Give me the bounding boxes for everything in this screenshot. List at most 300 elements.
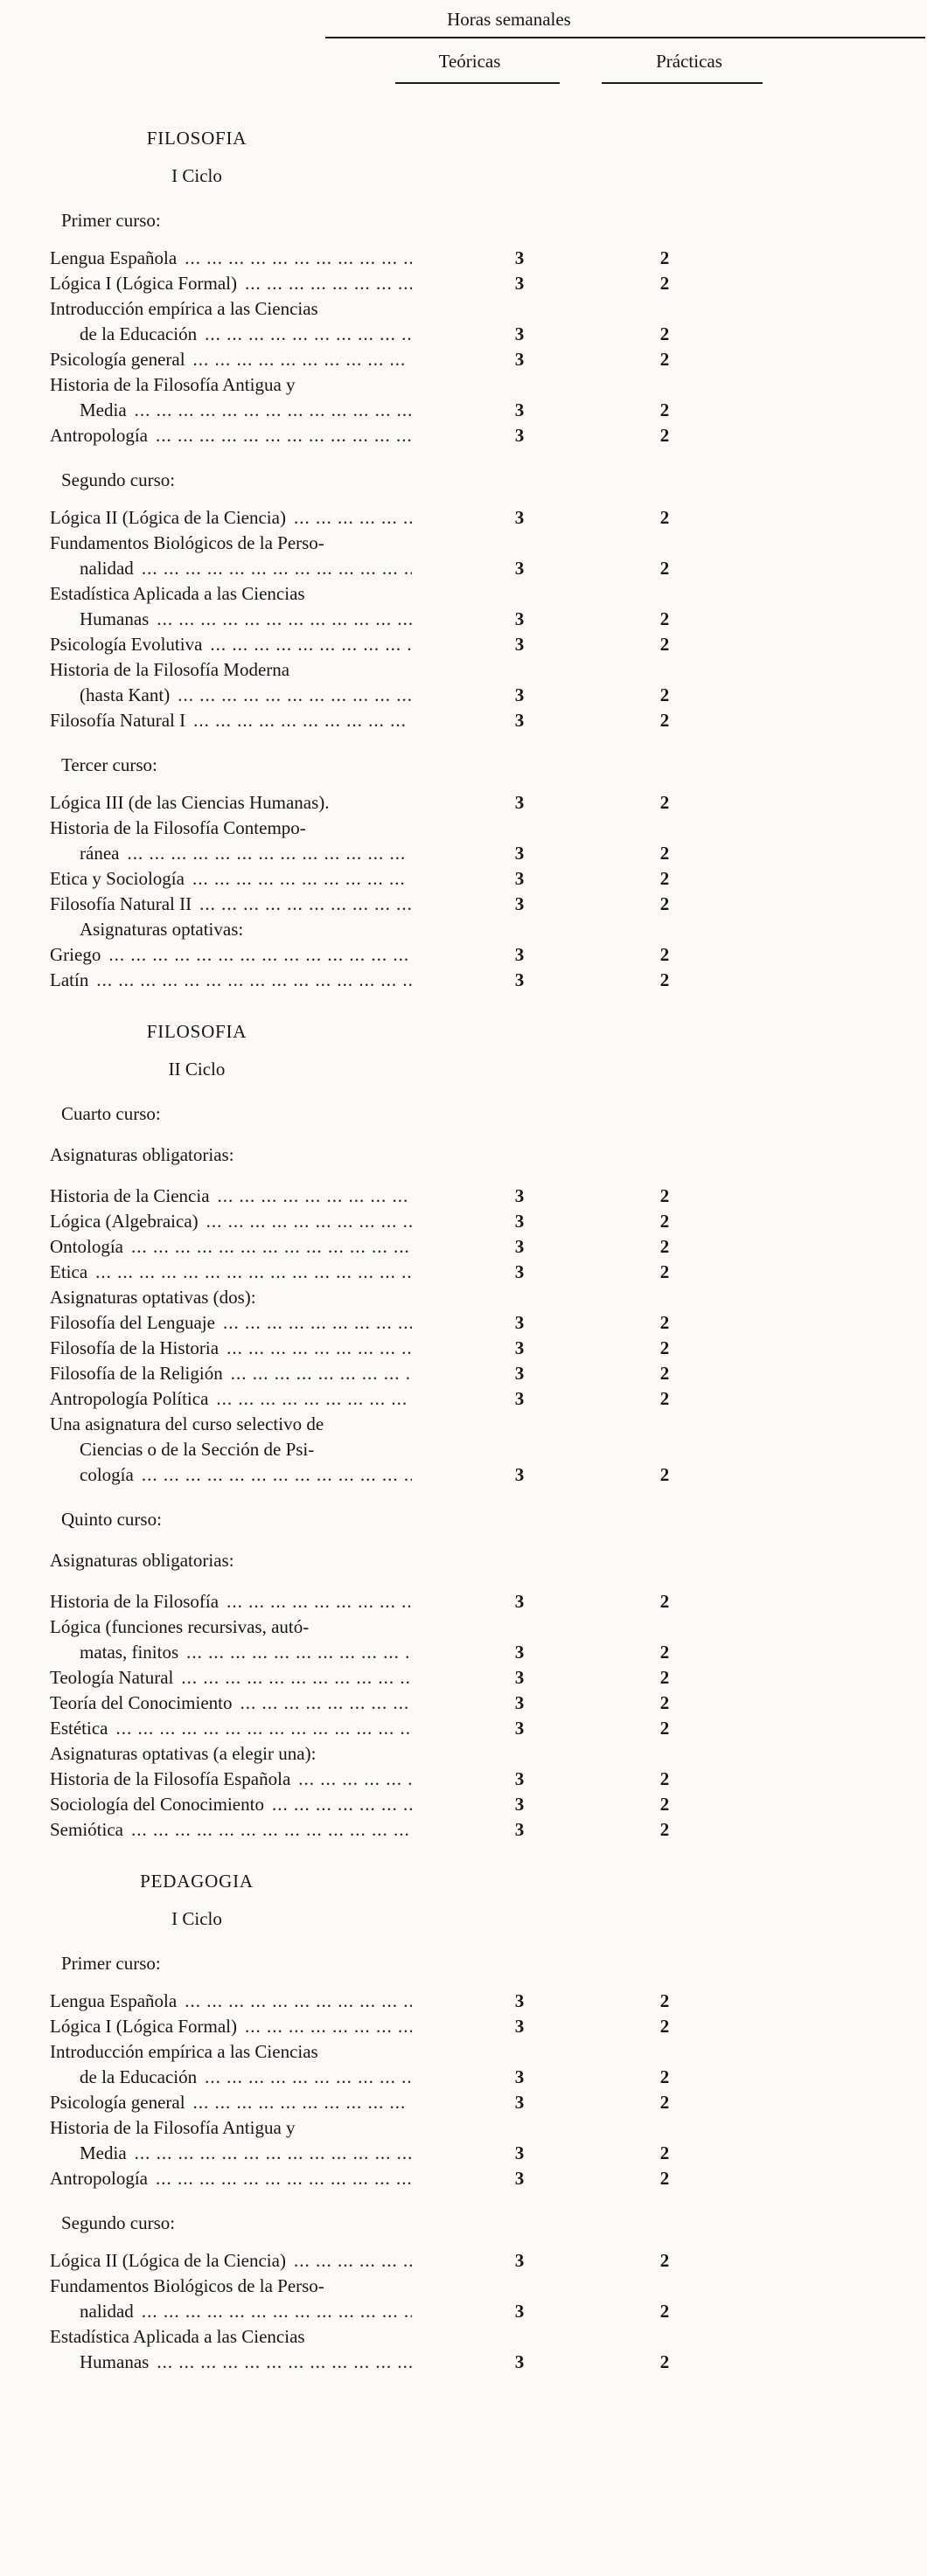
curriculum-row xyxy=(50,296,927,347)
practicas-value: 2 xyxy=(659,1692,670,1713)
label-line xyxy=(50,790,412,816)
curriculum-row xyxy=(50,1386,927,1412)
label-text: Filosofía Natural I xyxy=(50,710,186,731)
teoricas-value: 3 xyxy=(514,2066,525,2087)
label-text: Filosofía Natural II xyxy=(50,893,192,914)
teoricas-value: 3 xyxy=(514,507,525,528)
row-label xyxy=(50,1412,412,1488)
label-line: Fundamentos Biológicos de la Perso- xyxy=(50,532,324,553)
label-line xyxy=(50,841,412,866)
course-heading: Segundo curso: xyxy=(61,469,176,490)
dot-leader xyxy=(294,505,412,531)
label-text: Teoría del Conocimiento xyxy=(50,1692,233,1713)
dot-leader xyxy=(192,866,412,892)
teoricas-value: 3 xyxy=(514,843,525,864)
practicas-value: 2 xyxy=(659,1464,670,1485)
row-label xyxy=(50,1361,412,1386)
section xyxy=(50,1869,927,2375)
practicas-value: 2 xyxy=(659,868,670,889)
label-line: Historia de la Filosofía Antigua y xyxy=(50,374,296,395)
row-label xyxy=(50,2090,412,2115)
label-line xyxy=(50,556,412,581)
section-subtitle: I Ciclo xyxy=(171,1908,222,1929)
practicas-value: 2 xyxy=(659,1667,670,1688)
curriculum-row xyxy=(50,1665,927,1691)
curriculum-row xyxy=(50,1234,927,1260)
label-text: (hasta Kant) xyxy=(80,684,171,705)
row-label xyxy=(50,790,412,816)
label-line: Historia de la Filosofía Moderna xyxy=(50,659,290,680)
label-text: Antropología Política xyxy=(50,1388,209,1409)
dot-leader xyxy=(199,892,412,917)
label-line: Introducción empírica a las Ciencias xyxy=(50,298,318,319)
teoricas-value: 3 xyxy=(514,2351,525,2372)
label-text: Sociología del Conocimiento xyxy=(50,1794,264,1815)
label-line xyxy=(50,2014,412,2039)
practicas-value: 2 xyxy=(659,1337,670,1358)
teoricas-value: 3 xyxy=(514,1819,525,1840)
practicas-value: 2 xyxy=(659,1388,670,1409)
row-subheading: Asignaturas optativas: xyxy=(80,919,244,940)
practicas-value: 2 xyxy=(659,2250,670,2271)
curriculum-row xyxy=(50,1792,927,1817)
label-line xyxy=(50,1767,412,1792)
label-line xyxy=(50,2299,412,2324)
dot-leader xyxy=(294,2248,412,2274)
label-text: nalidad xyxy=(80,2301,134,2322)
row-label xyxy=(50,1386,412,1412)
practicas-value: 2 xyxy=(659,1591,670,1612)
row-label xyxy=(50,1589,412,1614)
curriculum-row xyxy=(50,1614,927,1665)
teoricas-value: 3 xyxy=(514,2168,525,2189)
curriculum-row xyxy=(50,816,927,866)
teoricas-value: 3 xyxy=(514,399,525,420)
practicas-value: 2 xyxy=(659,349,670,370)
label-line xyxy=(50,1691,412,1716)
curriculum-row xyxy=(50,2115,927,2166)
teoricas-value: 3 xyxy=(514,425,525,446)
dot-leader xyxy=(186,1640,412,1665)
row-label xyxy=(50,2248,412,2274)
label-text: Lógica (Algebraica) xyxy=(50,1211,199,1232)
practicas-value: 2 xyxy=(659,1718,670,1739)
dot-leader xyxy=(131,1817,412,1843)
label-text: Antropología xyxy=(50,2168,148,2189)
teoricas-value: 3 xyxy=(514,1363,525,1384)
row-label xyxy=(50,423,412,448)
practicas-value: 2 xyxy=(659,2351,670,2372)
curriculum-row xyxy=(50,632,927,657)
practicas-value: 2 xyxy=(659,969,670,990)
label-line xyxy=(50,632,412,657)
dot-leader xyxy=(218,1184,412,1209)
dot-leader xyxy=(178,683,412,708)
dot-leader xyxy=(108,942,412,968)
label-text: cología xyxy=(80,1464,134,1485)
dot-leader xyxy=(227,1336,412,1361)
section-title: PEDAGOGIA xyxy=(140,1871,254,1892)
row-label xyxy=(50,1989,412,2014)
row-label xyxy=(50,1716,412,1741)
practicas-value: 2 xyxy=(659,1768,670,1789)
dot-leader xyxy=(157,2350,412,2375)
row-subheading: Asignaturas obligatorias: xyxy=(50,1550,234,1571)
row-label xyxy=(50,531,412,581)
label-text: Antropología xyxy=(50,425,148,446)
curriculum-row xyxy=(50,1691,927,1716)
curriculum-row xyxy=(50,1361,927,1386)
course-heading: Primer curso: xyxy=(61,210,161,231)
teoricas-value: 3 xyxy=(514,349,525,370)
teoricas-value: 3 xyxy=(514,1464,525,1485)
label-text: Psicología general xyxy=(50,349,185,370)
practicas-value: 2 xyxy=(659,944,670,965)
label-line xyxy=(50,1589,412,1614)
label-text: Humanas xyxy=(80,608,150,629)
label-text: Etica y Sociología xyxy=(50,868,185,889)
practicas-value: 2 xyxy=(659,1185,670,1206)
row-label xyxy=(50,1234,412,1260)
row-label xyxy=(50,1184,412,1209)
label-line xyxy=(50,347,412,372)
row-label xyxy=(50,1665,412,1691)
label-line xyxy=(50,1310,412,1336)
row-label xyxy=(50,1310,412,1336)
teoricas-value: 3 xyxy=(514,1261,525,1282)
label-text: ránea xyxy=(80,843,120,864)
row-label xyxy=(50,296,412,347)
label-line xyxy=(50,942,412,968)
teoricas-value: 3 xyxy=(514,1718,525,1739)
label-text: Teología Natural xyxy=(50,1667,174,1688)
practicas-value: 2 xyxy=(659,1642,670,1663)
curriculum-row xyxy=(50,1184,927,1209)
dot-leader xyxy=(156,2166,412,2191)
curriculum-row xyxy=(50,2090,927,2115)
dot-leader xyxy=(193,2090,412,2115)
section xyxy=(50,1019,927,1843)
curriculum-row xyxy=(50,505,927,531)
section-title: FILOSOFIA xyxy=(146,1021,247,1042)
teoricas-value: 3 xyxy=(514,1337,525,1358)
practicas-value: 2 xyxy=(659,1794,670,1815)
label-line: Estadística Aplicada a las Ciencias xyxy=(50,2326,305,2347)
curriculum-row xyxy=(50,657,927,708)
label-line xyxy=(50,2248,412,2274)
label-text: Humanas xyxy=(80,2351,150,2372)
label-text: de la Educación xyxy=(80,323,198,344)
label-line xyxy=(50,2166,412,2191)
label-line xyxy=(50,1336,412,1361)
practicas-value: 2 xyxy=(659,1236,670,1257)
teoricas-value: 3 xyxy=(514,710,525,731)
label-text: Historia de la Ciencia xyxy=(50,1185,210,1206)
label-text: Psicología general xyxy=(50,2092,185,2113)
teoricas-value: 3 xyxy=(514,684,525,705)
header-title: Horas semanales xyxy=(447,9,571,30)
section-subtitle: II Ciclo xyxy=(168,1059,226,1080)
label-text: Lógica I (Lógica Formal) xyxy=(50,273,237,294)
practicas-value: 2 xyxy=(659,634,670,655)
curriculum-row xyxy=(50,1989,927,2014)
teoricas-value: 3 xyxy=(514,868,525,889)
row-label xyxy=(50,505,412,531)
label-text: Estética xyxy=(50,1718,108,1739)
curriculum-row xyxy=(50,1412,927,1488)
teoricas-value: 3 xyxy=(514,2092,525,2113)
teoricas-value: 3 xyxy=(514,1642,525,1663)
course-heading: Segundo curso: xyxy=(61,2212,176,2233)
label-line xyxy=(50,2141,412,2166)
curriculum-row xyxy=(50,1260,927,1285)
curriculum-row xyxy=(50,581,927,632)
teoricas-value: 3 xyxy=(514,1667,525,1688)
practicas-value: 2 xyxy=(659,273,670,294)
teoricas-value: 3 xyxy=(514,2301,525,2322)
teoricas-value: 3 xyxy=(514,2016,525,2037)
section-title: FILOSOFIA xyxy=(146,128,247,149)
label-line xyxy=(50,866,412,892)
dot-leader xyxy=(142,1462,412,1488)
label-line xyxy=(50,1209,412,1234)
practicas-value: 2 xyxy=(659,1261,670,1282)
header-rule xyxy=(325,37,925,38)
practicas-value: 2 xyxy=(659,710,670,731)
teoricas-value: 3 xyxy=(514,1990,525,2011)
column-headers xyxy=(0,45,927,82)
curriculum-row xyxy=(50,2039,927,2090)
table-header xyxy=(0,7,927,84)
label-line: Una asignatura del curso selectivo de xyxy=(50,1413,324,1434)
practicas-value: 2 xyxy=(659,2066,670,2087)
row-label xyxy=(50,816,412,866)
label-text: Media xyxy=(80,2142,127,2163)
dot-leader xyxy=(223,1310,412,1336)
row-label xyxy=(50,372,412,423)
teoricas-value: 3 xyxy=(514,1185,525,1206)
teoricas-value: 3 xyxy=(514,2142,525,2163)
label-text: Filosofía del Lenguaje xyxy=(50,1312,215,1333)
label-line xyxy=(50,2065,412,2090)
teoricas-value: 3 xyxy=(514,247,525,268)
label-line xyxy=(50,2350,412,2375)
label-line xyxy=(50,1716,412,1741)
row-label xyxy=(50,2014,412,2039)
dot-leader xyxy=(245,271,412,296)
row-label xyxy=(50,892,412,917)
dot-leader xyxy=(95,1260,412,1285)
teoricas-value: 3 xyxy=(514,273,525,294)
label-line: Historia de la Filosofía Contempo- xyxy=(50,817,306,838)
label-line xyxy=(50,398,412,423)
label-text: Latín xyxy=(50,969,89,990)
section xyxy=(50,126,927,993)
practicas-value: 2 xyxy=(659,323,670,344)
teoricas-value: 3 xyxy=(514,1768,525,1789)
curriculum-row xyxy=(50,372,927,423)
row-subheading: Asignaturas optativas (dos): xyxy=(50,1287,256,1308)
practicas-value: 2 xyxy=(659,507,670,528)
practicas-value: 2 xyxy=(659,2016,670,2037)
teoricas-value: 3 xyxy=(514,893,525,914)
row-label xyxy=(50,1260,412,1285)
teoricas-value: 3 xyxy=(514,558,525,579)
practicas-value: 2 xyxy=(659,1363,670,1384)
dot-leader xyxy=(157,607,412,632)
label-text: Filosofía de la Religión xyxy=(50,1363,223,1384)
teoricas-value: 3 xyxy=(514,1211,525,1232)
label-text: Historia de la Filosofía xyxy=(50,1591,220,1612)
curriculum-row xyxy=(50,2014,927,2039)
row-label xyxy=(50,1792,412,1817)
teoricas-value: 3 xyxy=(514,1692,525,1713)
curriculum-row xyxy=(50,1310,927,1336)
dot-leader xyxy=(193,708,412,733)
dot-leader xyxy=(131,1234,412,1260)
row-label xyxy=(50,1767,412,1792)
curriculum-row xyxy=(50,246,927,271)
curriculum-row xyxy=(50,423,927,448)
row-label xyxy=(50,866,412,892)
label-line xyxy=(50,1817,412,1843)
label-line xyxy=(50,607,412,632)
dot-leader xyxy=(210,632,412,657)
label-line: Fundamentos Biológicos de la Perso- xyxy=(50,2275,324,2296)
practicas-value: 2 xyxy=(659,399,670,420)
row-label xyxy=(50,2166,412,2191)
row-label xyxy=(50,2115,412,2166)
curriculum-row xyxy=(50,347,927,372)
row-label xyxy=(50,1614,412,1665)
label-line xyxy=(50,1665,412,1691)
label-line xyxy=(50,1361,412,1386)
teoricas-column-header: Teóricas xyxy=(438,51,501,72)
course-heading: Primer curso: xyxy=(61,1953,161,1974)
practicas-underline xyxy=(602,82,763,84)
label-line: Ciencias o de la Sección de Psi- xyxy=(80,1439,315,1460)
curriculum-row xyxy=(50,271,927,296)
label-text: Lógica II (Lógica de la Ciencia) xyxy=(50,2250,286,2271)
teoricas-value: 3 xyxy=(514,608,525,629)
practicas-value: 2 xyxy=(659,792,670,813)
curriculum-row xyxy=(50,790,927,816)
curriculum-row xyxy=(50,866,927,892)
curriculum-row xyxy=(50,2324,927,2375)
dot-leader xyxy=(135,2141,412,2166)
teoricas-value: 3 xyxy=(514,634,525,655)
label-text: Ontología xyxy=(50,1236,123,1257)
label-text: Historia de la Filosofía Española xyxy=(50,1768,291,1789)
label-text: matas, finitos xyxy=(80,1642,179,1663)
curriculum-row xyxy=(50,2166,927,2191)
label-line: Estadística Aplicada a las Ciencias xyxy=(50,583,305,604)
row-label xyxy=(50,581,412,632)
row-subheading: Asignaturas optativas (a elegir una): xyxy=(50,1743,317,1764)
row-label xyxy=(50,246,412,271)
label-line: Introducción empírica a las Ciencias xyxy=(50,2041,318,2062)
dot-leader xyxy=(245,2014,412,2039)
practicas-value: 2 xyxy=(659,2092,670,2113)
column-underlines xyxy=(0,82,927,84)
curriculum-row xyxy=(50,1209,927,1234)
label-line xyxy=(50,271,412,296)
dot-leader xyxy=(127,841,412,866)
teoricas-value: 3 xyxy=(514,1794,525,1815)
dot-leader xyxy=(185,1989,412,2014)
row-label xyxy=(50,2039,412,2090)
label-text: Psicología Evolutiva xyxy=(50,634,203,655)
curriculum-row xyxy=(50,942,927,968)
practicas-value: 2 xyxy=(659,893,670,914)
course-heading: Quinto curso: xyxy=(61,1509,162,1530)
label-line xyxy=(50,322,412,347)
teoricas-value: 3 xyxy=(514,1236,525,1257)
practicas-value: 2 xyxy=(659,1211,670,1232)
label-line: Historia de la Filosofía Antigua y xyxy=(50,2117,296,2138)
dot-leader xyxy=(135,398,412,423)
dot-leader xyxy=(206,1209,412,1234)
practicas-value: 2 xyxy=(659,247,670,268)
dot-leader xyxy=(227,1589,412,1614)
practicas-value: 2 xyxy=(659,2301,670,2322)
dot-leader xyxy=(231,1361,412,1386)
label-text: Lógica II (Lógica de la Ciencia) xyxy=(50,507,286,528)
practicas-value: 2 xyxy=(659,1819,670,1840)
dot-leader xyxy=(205,322,412,347)
label-line xyxy=(50,1184,412,1209)
row-label xyxy=(50,271,412,296)
teoricas-value: 3 xyxy=(514,2250,525,2271)
teoricas-value: 3 xyxy=(514,969,525,990)
row-label xyxy=(50,2324,412,2375)
dot-leader xyxy=(142,2299,412,2324)
curriculum-row xyxy=(50,708,927,733)
curriculum-row xyxy=(50,2274,927,2324)
curriculum-row xyxy=(50,1716,927,1741)
course-heading: Cuarto curso: xyxy=(61,1103,161,1124)
label-text: Etica xyxy=(50,1261,88,1282)
label-text: Media xyxy=(80,399,127,420)
teoricas-value: 3 xyxy=(514,1388,525,1409)
curriculum-body xyxy=(0,91,927,2375)
label-text: Lógica III (de las Ciencias Humanas). xyxy=(50,792,330,813)
teoricas-value: 3 xyxy=(514,944,525,965)
dot-leader xyxy=(142,556,412,581)
row-label xyxy=(50,632,412,657)
practicas-value: 2 xyxy=(659,608,670,629)
row-label xyxy=(50,1209,412,1234)
dot-leader xyxy=(272,1792,412,1817)
teoricas-underline xyxy=(395,82,560,84)
practicas-value: 2 xyxy=(659,558,670,579)
label-text: Lengua Española xyxy=(50,247,178,268)
label-text: Lengua Española xyxy=(50,1990,178,2011)
dot-leader xyxy=(298,1767,412,1792)
row-label xyxy=(50,347,412,372)
row-label xyxy=(50,942,412,968)
label-line xyxy=(50,246,412,271)
dot-leader xyxy=(185,246,412,271)
practicas-value: 2 xyxy=(659,684,670,705)
course-heading: Tercer curso: xyxy=(61,754,157,775)
curriculum-row xyxy=(50,2248,927,2274)
row-label xyxy=(50,968,412,993)
practicas-value: 2 xyxy=(659,1990,670,2011)
label-line xyxy=(50,423,412,448)
teoricas-value: 3 xyxy=(514,1591,525,1612)
row-label xyxy=(50,1336,412,1361)
